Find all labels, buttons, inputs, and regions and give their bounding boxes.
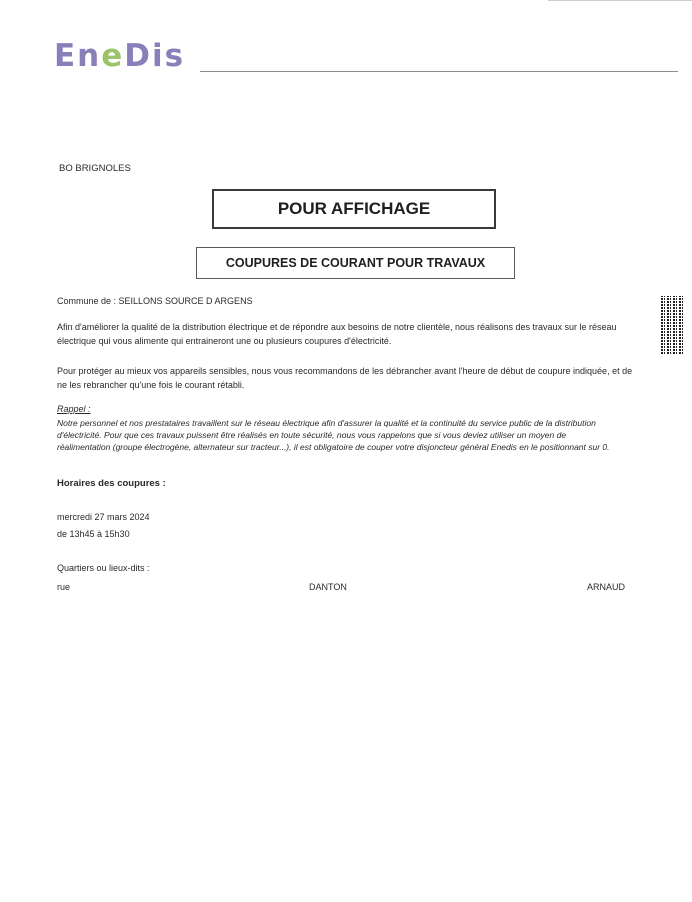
location-name: DANTON [309,582,347,592]
logo-part-3: Dis [124,38,186,74]
header-divider [200,71,678,72]
logo-part-2: e [101,38,125,74]
rappel-body: Notre personnel et nos prestataires travaillent sur le réseau électrique afin d'assurer la qualité et la continuité du service public de la distribution d'électricité. Pour que ces travaux puissent être réalisés en toute sécurité, nous vous rappelons que si vous deviez utiliser un moyen de réalimentation (groupe électrogène, alternateur sur tracteur...), il est obligatoire de couper votre disjoncteur général Enedis en le positionnant sur 0. [57,418,610,452]
title-box [212,189,496,229]
enedis-logo [54,38,185,74]
outage-hours: de 13h45 à 15h30 [57,529,130,539]
intro-paragraph: Afin d'améliorer la qualité de la distribution électrique et de répondre aux besoins de notre clientèle, nous réalisons des travaux sur le réseau électrique qui vous alimente qui entraineront une ou plusieurs coupures d'électricité. [57,322,617,346]
qr-code-icon [661,296,683,354]
protection-paragraph: Pour protéger au mieux vos appareils sensibles, nous vous recommandons de les débrancher avant l'heure de début de coupure indiquée, et de ne les rebrancher qu'une fois le courant rétabli. [57,366,633,390]
outage-date: mercredi 27 mars 2024 [57,512,150,522]
locations-title: Quartiers ou lieux-dits : [57,563,150,573]
page-subtitle: COUPURES DE COURANT POUR TRAVAUX [225,256,486,270]
rappel-title: Rappel : [57,404,91,414]
page-title: POUR AFFICHAGE [277,199,431,218]
subtitle-box [196,247,515,279]
office-name: BO BRIGNOLES [59,163,131,174]
location-extra: ARNAUD [587,582,626,592]
logo-part-1: En [54,38,102,74]
commune-label: Commune de : SEILLONS SOURCE D ARGENS [57,296,253,306]
schedule-title: Horaires des coupures : [57,478,166,489]
location-type: rue [57,582,71,592]
scan-edge-line [548,0,692,1]
